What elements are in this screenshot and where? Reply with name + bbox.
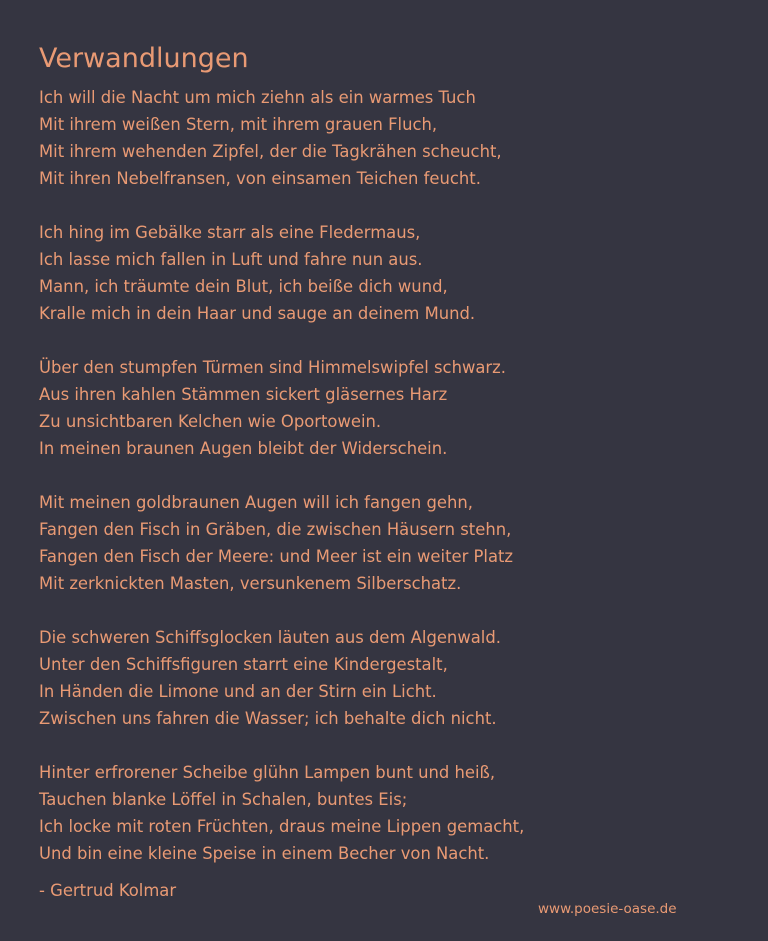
poem-line: Mit zerknickten Masten, versunkenem Silberschatz. xyxy=(39,574,462,593)
stanza-4 xyxy=(39,489,739,597)
poem-line: Zwischen uns fahren die Wasser; ich behalte dich nicht. xyxy=(39,709,497,728)
poem-line: Mit ihren Nebelfransen, von einsamen Teichen feucht. xyxy=(39,169,481,188)
poem-line: Und bin eine kleine Speise in einem Becher von Nacht. xyxy=(39,844,490,863)
stanza-2 xyxy=(39,219,739,327)
poem-line: Hinter erfrorener Scheibe glühn Lampen bunt und heiß, xyxy=(39,763,496,782)
poem-title: Verwandlungen xyxy=(39,43,249,74)
poem-line: Ich lasse mich fallen in Luft und fahre nun aus. xyxy=(39,250,423,269)
poem-line: Über den stumpfen Türmen sind Himmelswipfel schwarz. xyxy=(39,358,506,377)
poem-line: Unter den Schiffsfiguren starrt eine Kindergestalt, xyxy=(39,655,448,674)
poem-line: Die schweren Schiffsglocken läuten aus dem Algenwald. xyxy=(39,628,501,647)
stanza-6 xyxy=(39,759,739,867)
stanza-1 xyxy=(39,84,739,192)
poem-line: Mit meinen goldbraunen Augen will ich fangen gehn, xyxy=(39,493,473,512)
poem-line: Ich locke mit roten Früchten, draus meine Lippen gemacht, xyxy=(39,817,525,836)
poem-line: Tauchen blanke Löffel in Schalen, buntes Eis; xyxy=(39,790,408,809)
poem-card xyxy=(39,42,739,894)
poem-line: Mann, ich träumte dein Blut, ich beiße dich wund, xyxy=(39,277,448,296)
poem-line: Ich will die Nacht um mich ziehn als ein warmes Tuch xyxy=(39,88,476,107)
poem-line: Fangen den Fisch der Meere: und Meer ist ein weiter Platz xyxy=(39,547,514,566)
poem-line: In Händen die Limone und an der Stirn ein Licht. xyxy=(39,682,437,701)
stanza-5 xyxy=(39,624,739,732)
poem-line: Kralle mich in dein Haar und sauge an deinem Mund. xyxy=(39,304,476,323)
poem-line: Fangen den Fisch in Gräben, die zwischen Häusern stehn, xyxy=(39,520,512,539)
poem-line: In meinen braunen Augen bleibt der Widerschein. xyxy=(39,439,448,458)
website-watermark: www.poesie-oase.de xyxy=(538,901,677,917)
poem-line: Zu unsichtbaren Kelchen wie Oportowein. xyxy=(39,412,382,431)
poem-line: Ich hing im Gebälke starr als eine Fledermaus, xyxy=(39,223,421,242)
stanza-3 xyxy=(39,354,739,462)
poem-author: - Gertrud Kolmar xyxy=(39,881,177,900)
poem-line: Aus ihren kahlen Stämmen sickert gläsernes Harz xyxy=(39,385,448,404)
poem-line: Mit ihrem weißen Stern, mit ihrem grauen Fluch, xyxy=(39,115,438,134)
poem-line: Mit ihrem wehenden Zipfel, der die Tagkrähen scheucht, xyxy=(39,142,502,161)
